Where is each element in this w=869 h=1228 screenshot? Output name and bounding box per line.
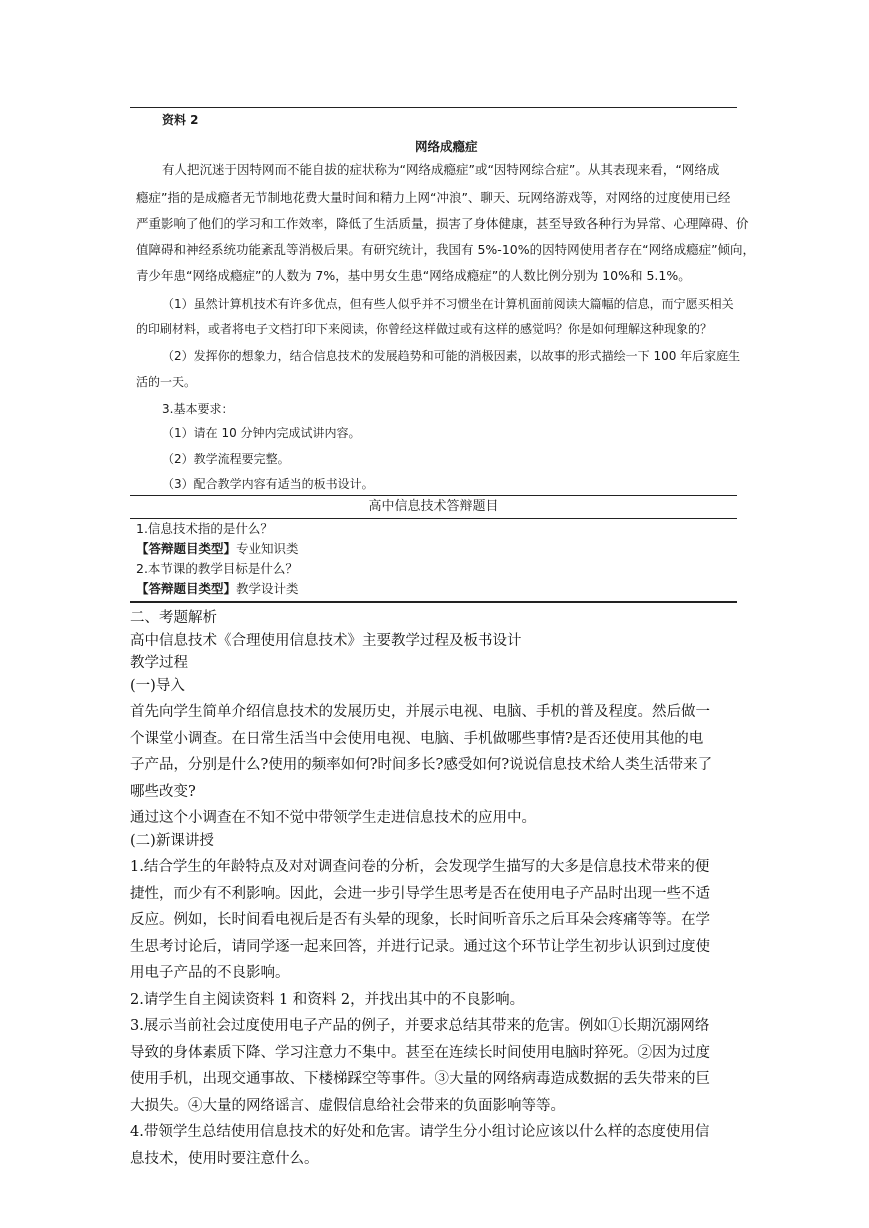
requirement-item: （1）请在 10 分钟内完成试讲内容。 [162,426,361,440]
intro-line: 个课堂小调查。在日常生活当中会使用电视、电脑、手机做哪些事情?是否还使用其他的电 [130,730,704,747]
new-lesson-line: 导致的身体素质下降、学习注意力不集中。甚至在连续长时间使用电脑时猝死。②因为过度 [130,1044,710,1061]
new-lesson-line: 捷性，而少有不利影响。因此，会进一步引导学生思考是否在使用电子产品时出现一些不适 [130,885,710,902]
new-lesson-line: 生思考讨论后，请同学逐一起来回答，并进行记录。通过这个环节让学生初步认识到过度使 [130,938,710,955]
defense-item-text: 专业知识类 [236,541,299,556]
table-bottom-rule [130,601,737,603]
defense-title: 高中信息技术答辩题目 [368,499,499,514]
new-lesson-heading: (二)新课讲授 [130,832,214,849]
new-lesson-line: 1.结合学生的年龄特点及对对调查问卷的分析，会发现学生描写的大多是信息技术带来的便 [130,859,710,875]
process-heading: 教学过程 [130,655,188,671]
defense-item-text: 2.本节课的教学目标是什么？ [136,561,298,576]
section-heading: 二、考题解析 [130,610,217,626]
new-lesson-line: 息技术，使用时要注意什么。 [130,1150,319,1167]
defense-table [130,495,737,602]
question-1-line: （1）虽然计算机技术有许多优点，但有些人似乎并不习惯坐在计算机面前阅读大篇幅的信息，而宁愿买相关 [162,297,734,311]
paragraph-line: 严重影响了他们的学习和工作效率，降低了生活质量，损害了身体健康，甚至导致各种行为异常、心理障碍、价 [136,216,749,231]
new-lesson-line: 2.请学生自主阅读资料 1 和资料 2，并找出其中的不良影响。 [130,991,525,1008]
defense-item [136,519,273,539]
defense-item [136,559,298,579]
defense-item-type-label: 【答辩题目类型】 [136,541,237,556]
defense-item-text: 1.信息技术指的是什么？ [136,521,273,536]
defense-item [136,579,299,599]
question-2-line: 活的一天。 [136,375,197,389]
table-title-rule [130,518,737,519]
question-1-line: 的印刷材料，或者将电子文档打印下来阅读，你曾经这样做过或有这样的感觉吗？你是如何理解这种现象的？ [136,322,713,336]
intro-line: 通过这个小调查在不知不觉中带领学生走进信息技术的应用中。 [130,810,536,826]
new-lesson-line: 反应。例如，长时间看电视后是否有头晕的现象，长时间听音乐之后耳朵会疼痛等等。在学 [130,912,710,928]
intro-line: 首先向学生简单介绍信息技术的发展历史，并展示电视、电脑、手机的普及程度。然后做一 [130,704,710,720]
section-subtitle: 高中信息技术《合理使用信息技术》主要教学过程及板书设计 [130,632,522,649]
material-label: 资料 2 [162,113,199,127]
defense-item-text: 教学设计类 [236,581,299,596]
question-2-line: （2）发挥你的想象力，结合信息技术的发展趋势和可能的消极因素，以故事的形式描绘一下 100 年后家庭生 [162,349,741,363]
new-lesson-line: 用电子产品的不良影响。 [130,965,290,981]
new-lesson-line: 4.带领学生总结使用信息技术的好处和危害。请学生分小组讨论应该以什么样的态度使用信 [130,1124,710,1140]
requirement-item: （2）教学流程要完整。 [162,452,290,466]
defense-item [136,539,299,559]
defense-item-type-label: 【答辩题目类型】 [136,581,237,596]
requirement-item: （3）配合教学内容有适当的板书设计。 [162,477,374,491]
paragraph-line: 值障碍和神经系统功能紊乱等消极后果。有研究统计，我国有 5%-10%的因特网使用者存在“网络成瘾症”倾向， [136,242,756,257]
new-lesson-line: 大损失。④大量的网络谣言、虚假信息给社会带来的负面影响等等。 [130,1097,565,1114]
paragraph-line: 青少年患“网络成瘾症”的人数为 7%，基中男女生患“网络成瘾症”的人数比例分别为 10%和 5.1%。 [136,268,691,283]
intro-line: 哪些改变? [130,783,196,800]
material-title: 网络成瘾症 [415,139,478,154]
requirements-heading: 3.基本要求： [162,402,234,416]
paragraph-line: 有人把沉迷于因特网而不能自拔的症状称为“网络成瘾症”或“因特网综合症”。从其表现来看，“网络成 [162,162,720,177]
analysis-section [130,605,740,1172]
paragraph-line: 瘾症”指的是成瘾者无节制地花费大量时间和精力上网“冲浪”、聊天、玩网络游戏等，对网络的过度使用已经 [136,190,731,205]
new-lesson-line: 3.展示当前社会过度使用电子产品的例子，并要求总结其带来的危害。例如①长期沉溺网络 [130,1018,710,1034]
top-rule [130,107,737,108]
new-lesson-line: 使用手机，出现交通事故、下楼梯踩空等事件。③大量的网络病毒造成数据的丢失带来的巨 [130,1071,710,1087]
intro-heading: (一)导入 [130,677,185,694]
intro-line: 子产品，分别是什么?使用的频率如何?时间多长?感受如何?说说信息技术给人类生活带来了 [130,757,713,773]
